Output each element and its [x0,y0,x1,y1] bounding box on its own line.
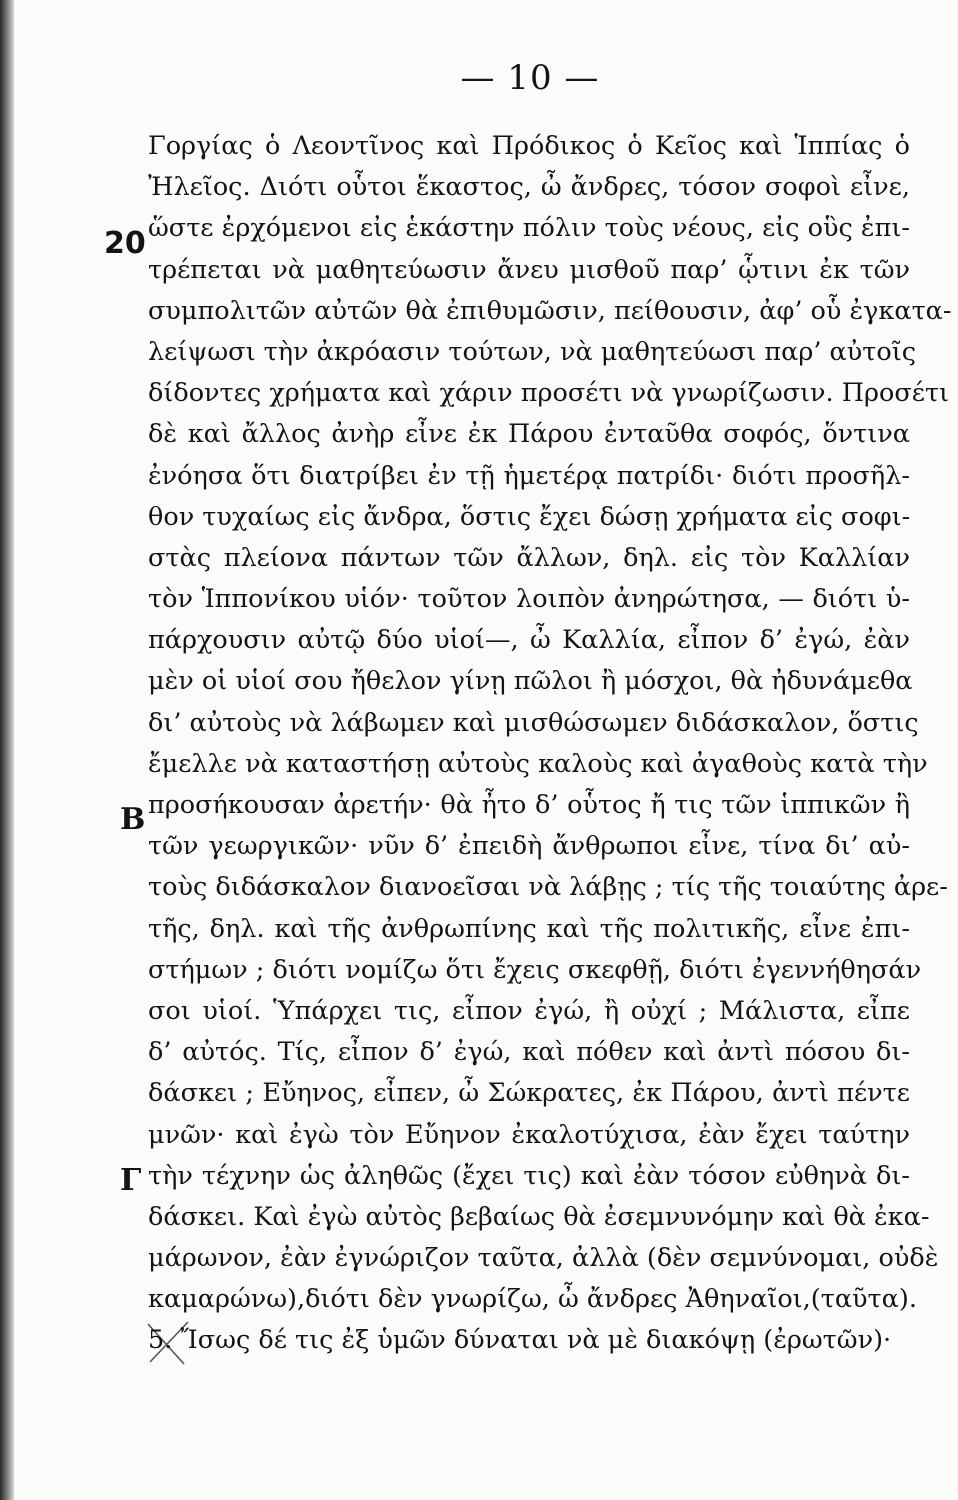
text-line: μὲν οἱ υἱοί σου ἤθελον γίνῃ πῶλοι ἢ μόσχοι, θὰ ἠδυνάμεθα [148,666,913,697]
text-line: στήμων ; διότι νομίζω ὅτι ἔχεις σκεφθῇ, διότι ἐγεννήθησάν [148,954,922,985]
text-line: ὥστε ἐρχόμενοι εἰς ἑκάστην πόλιν τοὺς νέους, εἰς οὓς ἐπι- [148,213,910,244]
text-line: ἐνόησα ὅτι διατρίβει ἐν τῇ ἡμετέρᾳ πατρίδι· διότι προσῆλ- [148,460,910,491]
text-line: τῶν γεωργικῶν· νῦν δ’ ἐπειδὴ ἄνθρωποι εἶνε, τίνα δι’ αὐ- [148,831,910,862]
text-line: τὸν Ἱππονίκου υἱόν· τοῦτον λοιπὸν ἀνηρώτησα, — διότι ὑ- [148,584,910,615]
text-line: δὲ καὶ ἄλλος ἀνὴρ εἶνε ἐκ Πάρου ἐνταῦθα σοφός, ὅντινα [148,419,910,450]
text-line: θον τυχαίως εἰς ἄνδρα, ὅστις ἔχει δώσῃ χρήματα εἰς σοφι- [148,501,911,532]
text-line: δίδοντες χρήματα καὶ χάριν προσέτι νὰ γνωρίζωσιν. Προσέτι [148,378,950,409]
text-line: λείψωσι τὴν ἀκρόασιν τούτων, νὰ μαθητεύωσι παρ’ αὐτοῖς [148,336,916,367]
margin-section-marker-b: Β [120,802,146,837]
text-line: συμπολιτῶν αὐτῶν θὰ ἐπιθυμῶσιν, πείθουσιν, ἀφ’ οὗ ἐγκατα- [148,295,952,326]
text-line: μνῶν· καὶ ἐγὼ τὸν Εὔηνον ἐκαλοτύχισα, ἐὰν ἔχει ταύτην [148,1119,910,1150]
text-line: τρέπεται νὰ μαθητεύωσιν ἄνευ μισθοῦ παρ’ ᾧτινι ἐκ τῶν [148,254,910,285]
text-line: τοὺς διδάσκαλον διανοεῖσαι νὰ λάβῃς ; τίς τῆς τοιαύτης ἀρε- [148,872,948,903]
page-number: — 10 — [460,58,600,98]
text-line: μάρωνον, ἐὰν ἐγνώριζον ταῦτα, ἀλλὰ (δὲν σεμνύνομαι, οὐδὲ [148,1243,939,1274]
text-line: τῆς, δηλ. καὶ τῆς ἀνθρωπίνης καὶ τῆς πολιτικῆς, εἶνε ἐπι- [148,913,910,944]
text-line: σοι υἱοί. Ὑπάρχει τις, εἶπον ἐγώ, ἢ οὐχί ; Μάλιστα, εἶπε [148,995,910,1026]
text-line: ἔμελλε νὰ καταστήσῃ αὐτοὺς καλοὺς καὶ ἀγαθοὺς κατὰ τὴν [148,748,928,779]
body-text [148,126,952,1362]
text-line: δι’ αὐτοὺς νὰ λάβωμεν καὶ μισθώσωμεν διδάσκαλον, ὅστις [148,707,919,738]
text-line: Ἠλεῖος. Διότι οὗτοι ἕκαστος, ὦ ἄνδρες, τόσον σοφοὶ εἶνε, [148,172,910,203]
text-line: καμαρώνω),διότι δὲν γνωρίζω, ὦ ἄνδρες Ἀθηναῖοι,(ταῦτα). [148,1284,917,1315]
text-line: προσήκουσαν ἀρετήν· θὰ ἦτο δ’ οὗτος ἤ τις τῶν ἱππικῶν ἢ [148,790,910,820]
text-line: δάσκει. Καὶ ἐγὼ αὐτὸς βεβαίως θὰ ἐσεμνυνόμην καὶ θὰ ἐκα- [148,1201,930,1232]
margin-section-marker-g: Γ [120,1163,142,1198]
text-line: πάρχουσιν αὐτῷ δύο υἱοί—, ὦ Καλλία, εἶπον δ’ ἐγώ, ἐὰν [148,625,910,656]
text-line: Γοργίας ὁ Λεοντῖνος καὶ Πρόδικος ὁ Κεῖος καὶ Ἱππίας ὁ [148,131,910,161]
text-line: τὴν τέχνην ὡς ἀληθῶς (ἔχει τις) καὶ ἐὰν τόσον εὐθηνὰ δι- [148,1160,910,1191]
text-line: στὰς πλείονα πάντων τῶν ἄλλων, δηλ. εἰς τὸν Καλλίαν [148,542,910,573]
page-binding-edge [0,0,14,1500]
margin-line-number: 20 [104,226,146,261]
text-line: δ’ αὐτός. Τίς, εἶπον δ’ ἐγώ, καὶ πόθεν καὶ ἀντὶ πόσου δι- [148,1037,910,1068]
text-line: δάσκει ; Εὔηνος, εἶπεν, ὦ Σώκρατες, ἐκ Πάρου, ἀντὶ πέντε [148,1078,910,1109]
text-line-section-start: 5. Ἴσως δέ τις ἐξ ὑμῶν δύναται νὰ μὲ διακόψῃ (ἐρωτῶν)· [148,1325,892,1356]
